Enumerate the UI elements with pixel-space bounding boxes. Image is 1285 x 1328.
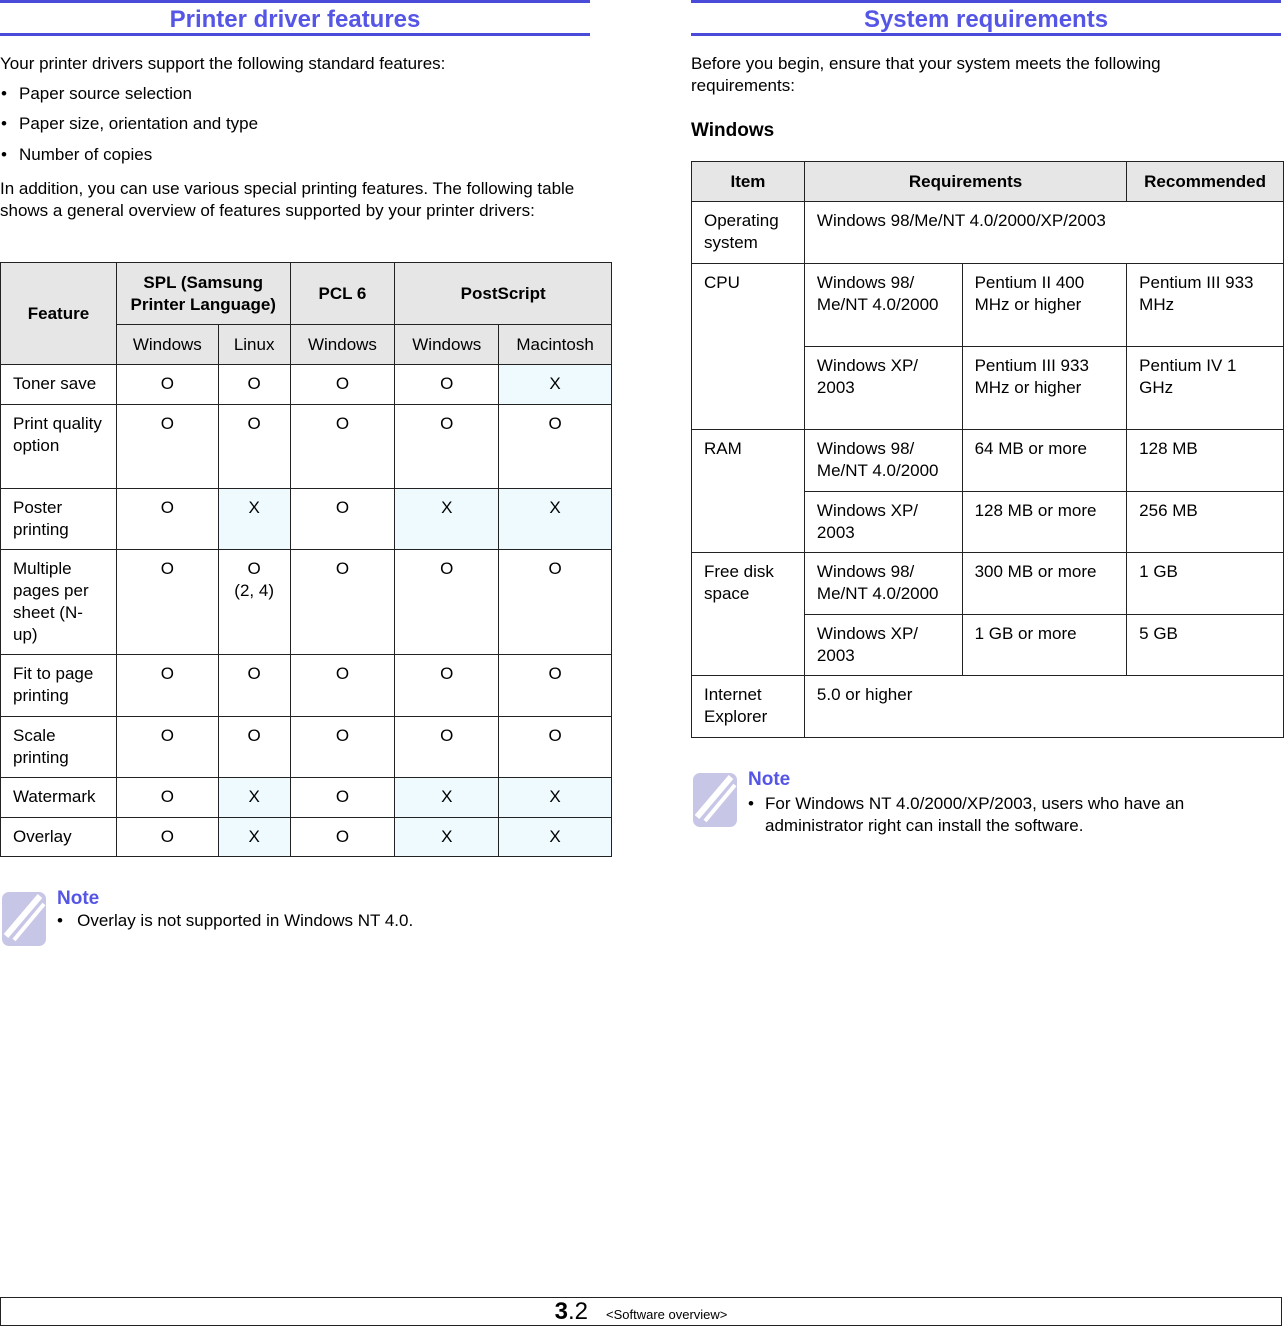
list-item: • Paper size, orientation and type bbox=[1, 114, 259, 133]
left-column bbox=[0, 0, 612, 930]
subheader-macintosh: Macintosh bbox=[499, 325, 612, 365]
section-title-printer-driver-features: Printer driver features bbox=[0, 0, 590, 36]
subheader-linux: Linux bbox=[218, 325, 290, 365]
table-row: Toner save O O O O X bbox=[1, 365, 612, 405]
subheader-windows: Windows bbox=[116, 325, 218, 365]
subheading-windows: Windows bbox=[691, 120, 775, 141]
note-box bbox=[0, 888, 600, 952]
subheader-windows: Windows bbox=[290, 325, 395, 365]
table-row: Windows XP/ 2003 128 MB or more 256 MB bbox=[692, 492, 1284, 553]
list-item: • Number of copies bbox=[1, 145, 153, 164]
table-row: Scale printing O O O O O bbox=[1, 717, 612, 778]
note-pencil-icon bbox=[691, 769, 739, 827]
page-footer bbox=[0, 1297, 1282, 1326]
header-spl: SPL (Samsung Printer Language) bbox=[116, 263, 290, 325]
feature-bullet-list bbox=[1, 83, 561, 174]
page-number-minor: .2 bbox=[567, 1298, 588, 1325]
note-text: • For Windows NT 4.0/2000/XP/2003, users who have an administrator right can install the software. bbox=[748, 794, 1185, 835]
subheader-windows: Windows bbox=[395, 325, 499, 365]
table-row: Multiple pages per sheet (N-up) O O (2, 4) O O O bbox=[1, 550, 612, 655]
intro-text: Your printer drivers support the following standard features: bbox=[0, 54, 446, 73]
note-pencil-icon bbox=[0, 888, 48, 946]
table-row: CPU Windows 98/ Me/NT 4.0/2000 Pentium II 400 MHz or higher Pentium III 933 MHz bbox=[692, 264, 1284, 347]
feature-support-table bbox=[0, 262, 612, 857]
page-number-major: 3 bbox=[554, 1298, 568, 1325]
table-row: Overlay O X O X X bbox=[1, 818, 612, 857]
note-box bbox=[691, 769, 1281, 833]
intro-text: Before you begin, ensure that your system meets the following requirements: bbox=[691, 54, 1161, 95]
footer-section-label: <Software overview> bbox=[605, 1307, 728, 1322]
table-row: Free disk space Windows 98/ Me/NT 4.0/2000 300 MB or more 1 GB bbox=[692, 553, 1284, 615]
header-feature: Feature bbox=[1, 263, 117, 365]
table-row: Operating system Windows 98/Me/NT 4.0/2000/XP/2003 bbox=[692, 202, 1284, 264]
table-row: RAM Windows 98/ Me/NT 4.0/2000 64 MB or more 128 MB bbox=[692, 430, 1284, 492]
table-intro-paragraph: In addition, you can use various special printing features. The following table shows a general overview of features supported by your printer drivers: bbox=[0, 179, 575, 220]
note-title: Note bbox=[748, 769, 791, 790]
note-text: • Overlay is not supported in Windows NT 4.0. bbox=[57, 911, 414, 930]
table-row: Poster printing O X O X X bbox=[1, 489, 612, 550]
table-row: Internet Explorer 5.0 or higher bbox=[692, 676, 1284, 738]
header-item: Item bbox=[692, 162, 805, 202]
list-item: • Paper source selection bbox=[1, 84, 192, 103]
section-title-system-requirements: System requirements bbox=[691, 0, 1281, 36]
note-title: Note bbox=[57, 888, 100, 909]
table-row: Print quality option O O O O O bbox=[1, 405, 612, 489]
right-column bbox=[691, 0, 1284, 835]
header-recommended: Recommended bbox=[1127, 162, 1284, 202]
header-postscript: PostScript bbox=[395, 263, 612, 325]
header-pcl6: PCL 6 bbox=[290, 263, 395, 325]
system-requirements-table bbox=[691, 161, 1284, 738]
table-row: Windows XP/ 2003 Pentium III 933 MHz or higher Pentium IV 1 GHz bbox=[692, 347, 1284, 430]
header-requirements: Requirements bbox=[804, 162, 1126, 202]
table-row: Windows XP/ 2003 1 GB or more 5 GB bbox=[692, 615, 1284, 676]
table-row: Watermark O X O X X bbox=[1, 778, 612, 818]
table-row: Fit to page printing O O O O O bbox=[1, 655, 612, 717]
